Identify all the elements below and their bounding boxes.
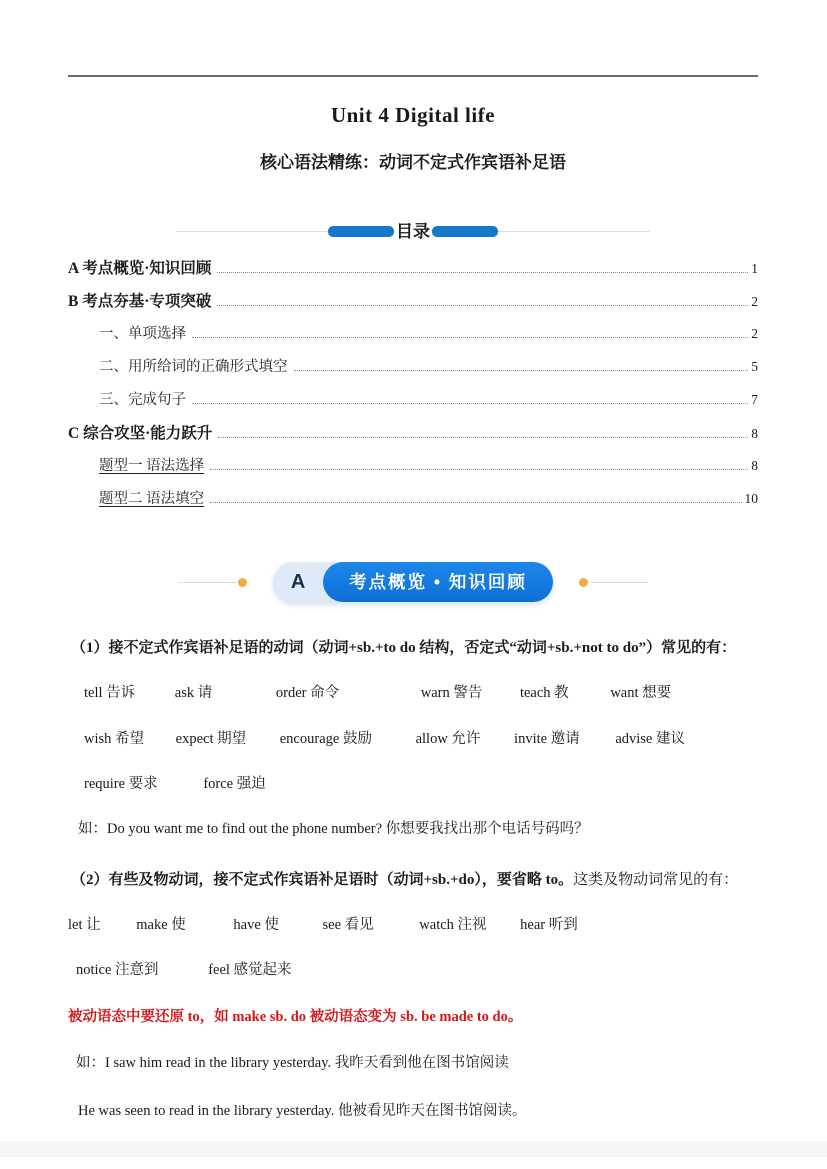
paragraph-1-heading: （1）接不定式作宾语补足语的动词（动词+sb.+to do 结构，否定式“动词+sb.+not to do”）常见的有： [71, 640, 737, 656]
verb-entry: require 要求 [84, 776, 158, 793]
verb-entry: encourage 鼓励 [279, 730, 372, 747]
verb-entry: ask 请 [174, 685, 213, 702]
footer-strip [0, 1141, 827, 1157]
example-sentence-3: He was seen to read in the library yesterday. 他被看见昨天在图书馆阅读。 [78, 1103, 527, 1119]
toc-item-c[interactable] [68, 421, 758, 454]
section-banner [68, 562, 758, 602]
banner-line-right [590, 582, 648, 583]
verb-entry: notice 注意到 [76, 962, 159, 979]
verb-list-row [68, 730, 758, 750]
verb-entry: watch 注视 [419, 916, 487, 933]
toc-item-label: 题型二 语法填空 [99, 491, 205, 507]
banner-dot-left [238, 578, 247, 587]
toc-dot-leader [192, 337, 748, 338]
toc-page-number: 10 [744, 491, 758, 506]
verb-entry: force 强迫 [203, 776, 266, 793]
toc-dot-leader [218, 437, 748, 438]
passive-voice-note: 被动语态中要还原 to，如 make sb. do 被动语态变为 sb. be made to do。 [68, 1008, 523, 1025]
toc-item-label: 三、完成句子 [99, 392, 186, 408]
toc-dot-leader [217, 305, 748, 306]
verb-entry: expect 期望 [175, 730, 247, 747]
paragraph-2-normal-part: 这类及物动词常见的有： [573, 871, 739, 888]
verb-entry: feel 感觉起来 [208, 962, 292, 979]
verb-list-row [68, 916, 758, 936]
example-sentence-2: 如：I saw him read in the library yesterday. 我昨天看到他在图书馆阅读 [76, 1055, 509, 1072]
verb-list-row [68, 684, 758, 704]
toc-item-label: 题型一 语法选择 [99, 458, 205, 474]
toc-title: 目录 [396, 222, 430, 241]
banner-dot-right [579, 578, 588, 587]
verb-entry: teach 教 [519, 685, 569, 702]
toc-item-fill-form[interactable] [68, 355, 758, 388]
section-banner-pill [273, 562, 553, 602]
toc-header-line-right [498, 231, 650, 232]
toc-page-number: 2 [751, 294, 758, 309]
toc-item-grammar-choice[interactable] [68, 454, 758, 487]
toc-item-label: 一、单项选择 [99, 326, 186, 342]
toc-page-number: 7 [751, 392, 758, 407]
toc-item-grammar-fill[interactable] [68, 487, 758, 520]
verb-entry: invite 邀请 [514, 730, 580, 747]
verb-entry: let 让 [68, 916, 101, 933]
toc-item-complete-sentence[interactable] [68, 388, 758, 421]
toc-item-label: A 考点概览·知识回顾 [68, 260, 212, 277]
verb-entry: want 想要 [610, 685, 672, 702]
page-subtitle: 核心语法精练：动词不定式作宾语补足语 [260, 153, 566, 172]
toc-page-number: 8 [751, 458, 758, 473]
toc-dot-leader [217, 272, 748, 273]
toc-item-label: 二、用所给词的正确形式填空 [99, 359, 288, 375]
toc-dot-leader [192, 403, 748, 404]
toc-page-number: 1 [751, 261, 758, 276]
verb-entry: order 命令 [275, 685, 340, 702]
page-title: Unit 4 Digital life [330, 103, 496, 127]
verb-entry: wish 希望 [84, 730, 145, 747]
toc-item-b[interactable] [68, 289, 758, 322]
toc-item-label: C 综合攻坚·能力跃升 [68, 425, 213, 442]
toc-dot-leader [294, 370, 749, 371]
section-title: 考点概览 • 知识回顾 [323, 562, 553, 602]
verb-entry: allow 允许 [415, 730, 481, 747]
toc-dot-leader [210, 469, 748, 470]
toc-item-label: B 考点夯基·专项突破 [68, 293, 212, 310]
verb-entry: advise 建议 [615, 730, 685, 747]
verb-entry: hear 听到 [520, 916, 578, 933]
verb-list-row [68, 775, 758, 795]
paragraph-2-bold-part: （2）有些及物动词，接不定式作宾语补足语时（动词+sb.+do），要省略 to。 [71, 871, 574, 888]
verb-entry: warn 警告 [420, 685, 483, 702]
toc-item-a[interactable] [68, 256, 758, 289]
verb-entry: make 使 [136, 916, 186, 933]
knowledge-section [68, 638, 758, 1122]
toc-dot-leader [210, 502, 741, 503]
toc-item-choice[interactable] [68, 322, 758, 355]
table-of-contents [68, 256, 758, 520]
paragraph-2-heading [68, 870, 758, 890]
section-letter: A [290, 570, 306, 593]
verb-entry: have 使 [233, 916, 279, 933]
toc-page-number: 8 [751, 426, 758, 441]
toc-header-bar-right [432, 226, 498, 237]
banner-line-left [178, 582, 236, 583]
verb-entry: see 看见 [322, 916, 374, 933]
top-divider [68, 75, 758, 77]
toc-header [68, 223, 758, 240]
toc-header-line-left [176, 231, 328, 232]
toc-page-number: 5 [751, 359, 758, 374]
verb-list-row [68, 961, 758, 981]
toc-header-bar-left [328, 226, 394, 237]
example-sentence-1: 如：Do you want me to find out the phone number? 你想要我找出那个电话号码吗？ [78, 820, 589, 837]
verb-entry: tell 告诉 [84, 685, 136, 702]
toc-page-number: 2 [751, 326, 758, 341]
